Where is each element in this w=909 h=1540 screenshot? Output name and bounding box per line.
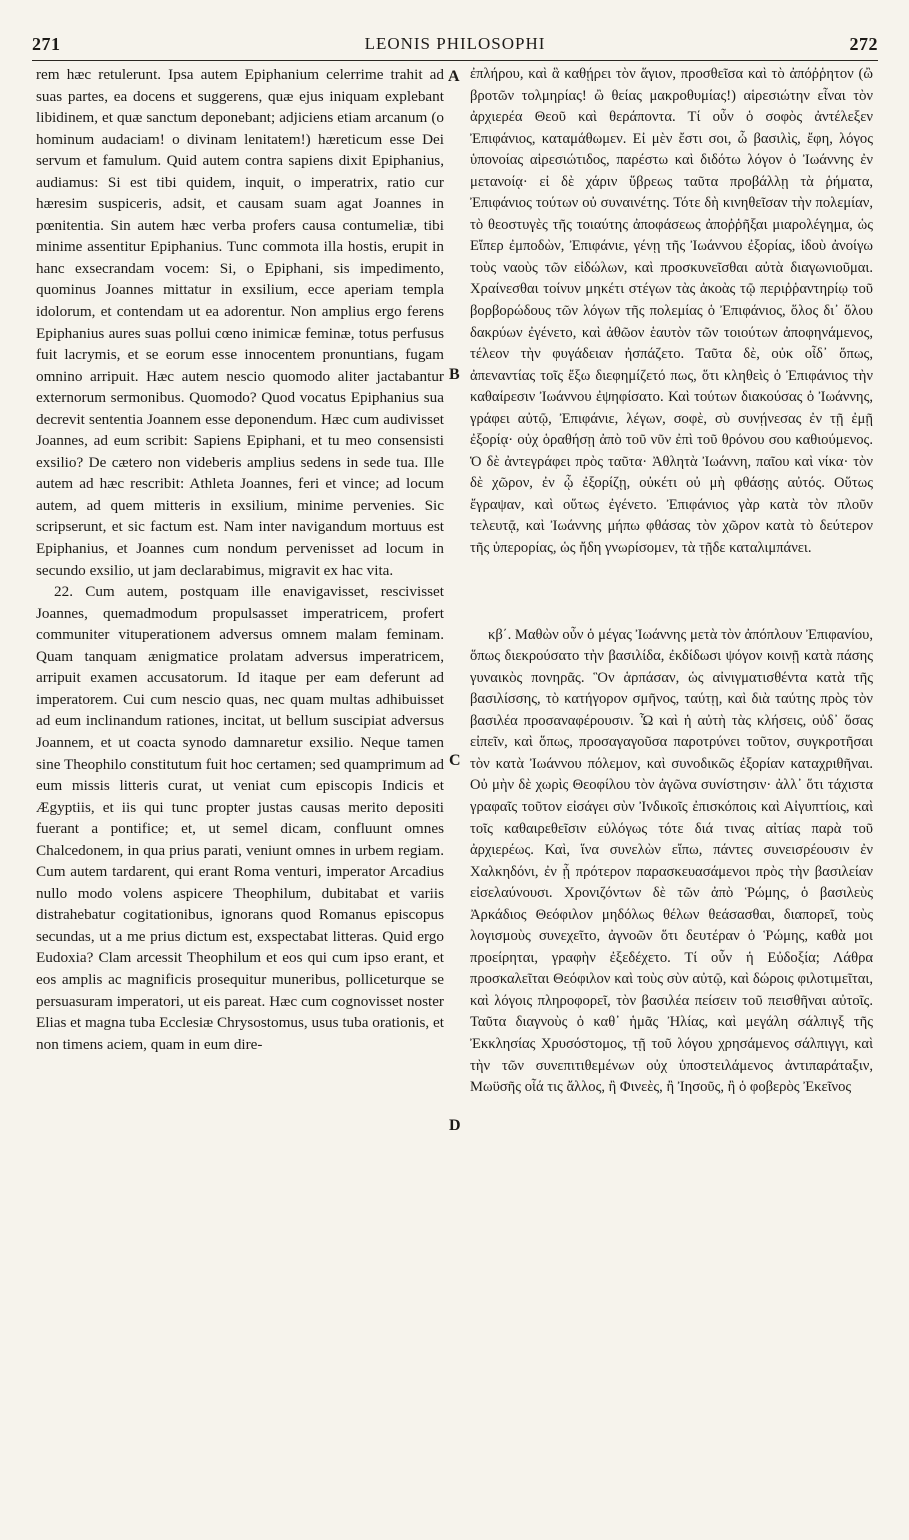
margin-marker-d: D [449,1117,461,1134]
margin-marker-b: B [449,366,460,383]
latin-paragraph-2: 22. Cum autem, postquam ille enavigavisset, rescivisset Joannes, quemadmodum propulsasset imperatricem, profert communiter vituperationem adversus omnem malam feminam. Quam tanquam ænigmatice prolatam adversus imperatricem, arripuit examen accusatorum. Id itaque per eam deferunt ad imperatorem. Cui cum nescio quas, nec quam multas adhibuisset ad eum inclinandum rationes, incitat, ut bellum suscipiat adversus Joannem, et ut coacta synodo damnaretur exsilio. Neque tamen sine Theophilo constitutum fuit hoc certamen; sed quamprimum ad eum missis litteris curat, ut veniat cum episcopis Indicis et Ægyptiis, et iis qui tunc propter justas causas merito depositi fuerant a pontifice; et, ut semel dicam, confluunt omnes Chalcedonem, in qua prius parati, veniunt omnes in urbem regiam. Cum autem tardarent, qui erant Roma venturi, imperator Arcadius nullo modo volens aspicere Theophilum, dubitabat et variis distrahebatur cogitationibus, ignorans quod Romanus episcopus secundas, ut a me prius dictum est, exspectabat litteras. Quid ergo Eudoxia? Clam arcessit Theophilum et eos qui cum ipso erant, et eos amplis ac magnificis prosequitur muneribus, polliceturque se persuasuram imperatori, ut eis pareat. Hæc cum cognovisset noster Elias et magna tuba Ecclesiæ Chrysostomus, usus tuba orationis, et non timens aciem, quam in eum dire- [36,583,444,1053]
section-gap [470,560,873,625]
greek-column [470,64,873,1510]
running-header [32,30,878,61]
latin-paragraph-1: rem hæc retulerunt. Ipsa autem Epiphanium celerrime trahit ad suas partes, ea docens et suggerens, quæ ejus iniquam explebant libidinem, et quæ sanctum deponebant; adjiciens etiam arcanum (o hominum audaciam! o divinam lenitatem!) hæreticum esse Dei servum et famulum. Quid autem contra sapiens dixit Epiphanius, audiamus: Si est tibi quidem, inquit, o imperatrix, ratio cur hæresim suspiceris, adsit, et causam suam agat Joannes in pœnitentia. Sin autem hæc verba profers causa contumeliæ, tibi minime assentitur Epiphanius. Tunc commota illa hostis, erupit in hanc exsecrandam vocem: Si, o Epiphani, sis impedimento, quominus Joannes mittatur in exsilium, ecce aperiam templa idolorum, et contendam ut ea adorentur. Non amplius ergo ferens Epiphanius aures suas pollui cœno inimicæ feminæ, totus perfusus fuit lacrymis, et se eorum esse innocentem pronuntians, fugam omnino arripuit. Hæc autem nescio quomodo aliter jactabantur externorum sermonibus. Quomodo? Quod vocatus Epiphanius sua decrevit sententia Joannem esse deponendum. Hæc cum audivisset Joannes, ad eum scribit: Sapiens Epiphani, et tu meo consensisti exsilio? De cætero non videberis amplius sedens in sede tua. Ille autem ad hæc rescribit: Athleta Joannes, feri et vince; ad locum autem, ad quem mitteris in exsilium, minime pervenies. Sic scripserunt, et sic factum est. Nam inter navigandum mortuus est Epiphanius, et Joannes cum nondum pervenisset ad locum in secundo exsilio, ut jam declarabimus, migravit ex hac vita. [36,66,444,579]
page-number-left: 271 [32,33,61,54]
margin-marker-c: C [449,752,461,769]
greek-paragraph-2: κβ΄. Μαθὼν οὖν ὁ μέγας Ἰωάννης μετὰ τὸν ἀπόπλουν Ἐπιφανίου, ὅπως διεκρούσατο τὴν βασιλίδα, ἐκδίδωσι ψόγον κοινῇ κατὰ πάσης γυναικὸς πονηρᾶς. Ὃν ἁρπάσαν, ὡς αἰνιγματισθέντα κατὰ τῆς βασιλίσσης, τὸ κατήγορον σμῆνος, ταύτῃ, καὶ διὰ ταύτης πρὸς τὸν βασιλέα προσαναφέρουσιν. Ὧ καὶ ἡ αὐτὴ τὰς κλήσεις, οὐδ᾽ ὅσας εἰπεῖν, καὶ ὅπως, προσαγαγοῦσα παροτρύνει τοῦτον, συγκροτῆσαι τὸν κατὰ Ἰωάννου πόλεμον, καὶ συνοδικῶς ἐξορίαν καταχριθῆναι. Οὐ μὴν δὲ χωρὶς Θεοφίλου τὸν ἀγῶνα συνίστησιν· ἀλλ᾽ ὅτι τάχιστα γραφαῖς τοῦτον εἰσάγει σὺν Ἰνδικοῖς ἐπισκόποις καὶ Αἰγυπτίοις, καὶ τοῖς καθαιρεθεῖσιν εὐλόγως τότε διά τινας αἰτίας παρὰ τοῦ ἀρχιερέως. Καὶ, ἵνα συνελὼν εἴπω, πάντες συνεισρέουσιν ἐν Χαλκηδόνι, ἐν ᾗ πρότερον παρασκευασάμενοι πρὸς τὴν βασιλείαν εἰσελαύνουσι. Χρονιζόντων δὲ τῶν ἀπὸ Ῥώμης, ὁ βασιλεὺς Ἀρκάδιος Θεόφιλον μηδόλως θέλων θεάσασθαι, διαπορεῖ, τοὺς λογισμοὺς συνεχεῖτο, ἀγνοῶν ὅτι δευτέραν ὁ Ῥώμης, καθὰ μοι προείρηται, γραφὴν ἐξεδέχετο. Τί οὖν ἡ Εὐδοξία; Λάθρα προσκαλεῖται Θεόφιλον καὶ τοὺς σὺν αὐτῷ, καὶ δώροις φιλοτιμεῖται, καὶ λόγοις πληροφορεῖ, τὸν βασιλέα πείσειν τοῦ πεισθῆναι αὐτοῖς. Ταῦτα διαγνοὺς ὁ καθ᾽ ἡμᾶς Ἠλίας, καὶ μεγάλη σάλπιγξ τῆς Ἐκκλησίας Χρυσόστομος, τῇ τοῦ λόγου χρησάμενος σάλπιγγι, καὶ τὴν τῶν συνεπιτιθεμένων οὐχ ὑποστειλάμενος ἀντιπαράταξιν, Μωϋσῆς οἷά τις ἄλλος, ἢ Φινεὲς, ἢ Ἰησοῦς, ἢ ὁ φοβερὸς Ἐκεῖνος [470,626,873,1096]
margin-marker-a: A [448,68,460,85]
page-number-right: 272 [849,33,878,54]
latin-column [36,64,444,1510]
greek-paragraph-1: ἐπλήρου, καὶ ἃ καθῄρει τὸν ἅγιον, προσθεῖσα καὶ τὸ ἀπόῤῥητον (ὢ βροτῶν τολμηρίας! ὢ θείας μακροθυμίας!) αἱρεσιώτην εἶναι τὸν ἀρχιερέα Θεοῦ καὶ θεράποντα. Τί οὖν ὁ σοφὸς ἀντέλεξεν Ἐπιφάνιος, καταμάθωμεν. Εἰ μὲν ἔστι σοι, ὦ βασιλὶς, ἔφη, λόγος ὑπονοίας αἱρεσιώτιδος, παρέστω καὶ διδότω λόγον ὁ Ἰωάννης ἐν μετανοίᾳ· εἰ δὲ χάριν ὕβρεως ταῦτα προβάλλῃ τὰ ῥήματα, Ἐπιφάνιος τούτων οὐ συναινέτης. Τότε δὴ κινηθεῖσαν τὴν πολεμίαν, τὸ θεοστυγὲς τῆς τοιαύτης ἀποφάσεως ἀποῤῥῆξαι μιαρολέγημα, ὡς Εἴπερ ἐμποδὼν, Ἐπιφάνιε, γένῃ τῆς Ἰωάννου ἐξορίας, ἰδοὺ ἀνοίγω τοὺς ναοὺς τῶν εἰδώλων, καὶ προσκυνεῖσθαι αὐτὰ διαγωνιοῦμαι. Χραίνεσθαι τοίνυν μηκέτι στέγων τὰς ἀκοὰς τῷ περιῤῥαντηρίῳ τοῦ βορβορώδους τῶν λόγων τῆς πολεμίας ὁ Ἐπιφάνιος, ὅλος δι᾽ ὅλου δακρύων ἐγένετο, καὶ ἀθῶον ἑαυτὸν τῶν τοιούτων ἀποφηνάμενος, τέλεον τὴν φυγάδειαν ἠσπάζετο. Ταῦτα δὲ, οὐκ οἶδ᾽ ὅπως, ἀπεναντίας τοῖς ἔξω διεφημίζετό πως, ὅτι κληθεὶς ὁ Ἐπιφάνιος τὴν καθαίρεσιν Ἰωάννου ἐψηφίσατο. Καὶ τούτων διακούσας ὁ Ἰωάννης, γράφει αὐτῷ, Ἐπιφάνιε, λέγων, σοφὲ, σὺ συνῄνεσας ἐν τῇ ἐμῇ ἐξορίᾳ· οὐχ ὁραθήσῃ ἀπὸ τοῦ νῦν ἐπὶ τοῦ θρόνου σου καθιούμενος. Ὁ δὲ ἀντεγράφει πρὸς ταῦτα· Ἀθλητὰ Ἰωάννη, παῖου καὶ νίκα· τὸν δὲ χῶρον, ἐν ᾧ ἐξορίζῃ, οὐκέτι οὐ μὴ φθάσῃς αὐτός. Οὕτως ἔγραψαν, καὶ οὕτως ἐγένετο. Ἐπιφάνιος γὰρ κατὰ τὸν πλοῦν τελευτᾷ, καὶ Ἰωάννης μήπω φθάσας τὸν χῶρον κατὰ τὸ δεύτερον τῆς ὑπερορίας, ὡς ἤδη γνωρίσομεν, τὰ τῇδε καταλιμπάνει. [470,66,873,557]
running-title: LEONIS PHILOSOPHI [364,34,546,53]
